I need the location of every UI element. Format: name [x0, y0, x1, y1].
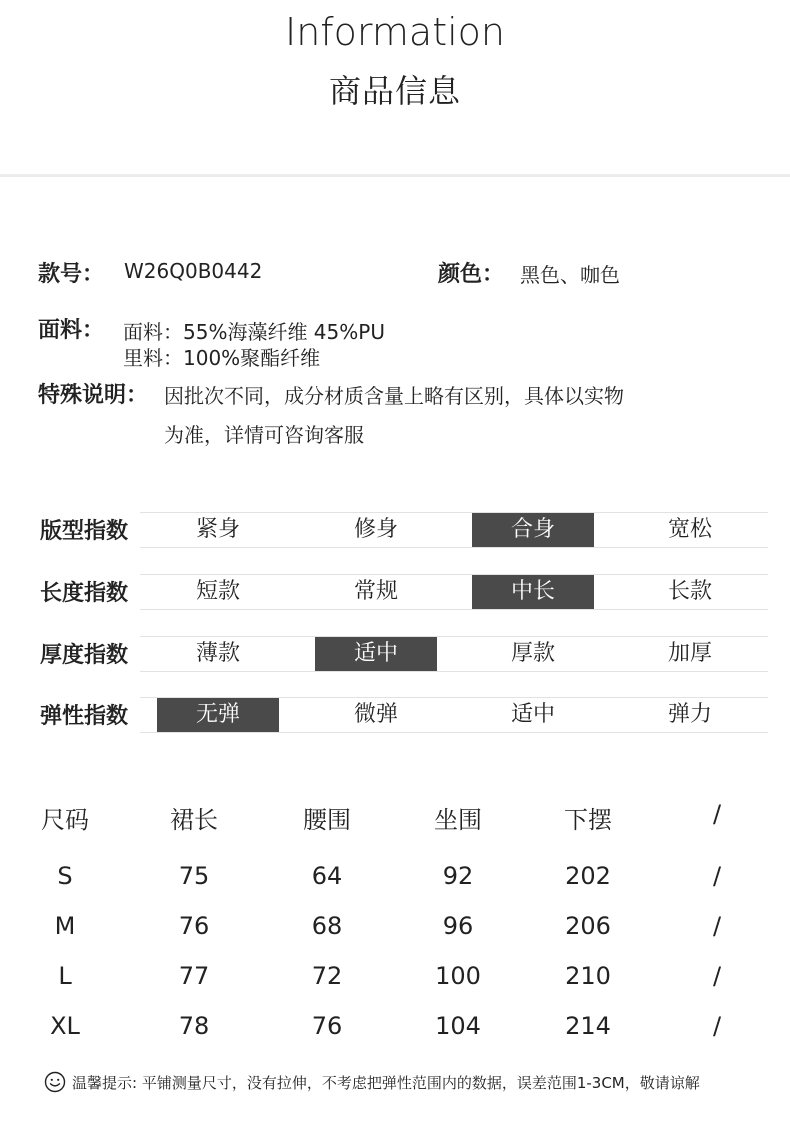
size-table-cell: 104 — [435, 1012, 481, 1040]
index-label: 长度指数 — [40, 581, 129, 606]
index-option: 微弹 — [353, 702, 398, 727]
color-value: 黑色、咖色 — [520, 263, 620, 287]
size-table-cell: 68 — [311, 912, 343, 940]
index-option: 短款 — [195, 579, 240, 604]
size-table-cell: 214 — [565, 1012, 611, 1040]
fabric-lining: 里料：100%聚酯纤维 — [123, 346, 321, 370]
size-table-cell: / — [712, 862, 722, 890]
index-label: 版型指数 — [40, 519, 129, 544]
size-table-cell: XL — [50, 1012, 80, 1040]
size-table-cell: 76 — [178, 912, 210, 940]
size-table-cell: / — [712, 1012, 722, 1040]
title-english: Information — [285, 10, 505, 54]
size-table-cell: 78 — [178, 1012, 210, 1040]
index-option: 适中 — [510, 702, 555, 727]
size-table-cell: 77 — [178, 962, 210, 990]
smiley-icon — [44, 1071, 66, 1093]
size-header-cell: 坐围 — [434, 806, 482, 834]
size-table-cell: 92 — [442, 862, 474, 890]
title-chinese: 商品信息 — [328, 72, 461, 110]
size-header-cell: 尺码 — [41, 806, 89, 834]
index-option: 紧身 — [195, 517, 240, 542]
style-no-value: W26Q0B0442 — [124, 259, 263, 283]
index-option: 厚款 — [510, 641, 555, 666]
index-option: 长款 — [667, 579, 712, 604]
size-header-cell: 下摆 — [564, 806, 612, 834]
size-table-cell: 75 — [178, 862, 210, 890]
index-option: 加厚 — [667, 641, 712, 666]
size-table-cell: 76 — [311, 1012, 343, 1040]
size-table-cell: 96 — [442, 912, 474, 940]
index-option: 修身 — [353, 517, 398, 542]
index-option-selected: 中长 — [472, 575, 594, 609]
size-table-cell: 210 — [565, 962, 611, 990]
index-option-selected: 合身 — [472, 513, 594, 547]
index-label: 厚度指数 — [40, 643, 129, 668]
index-option: 宽松 — [667, 517, 712, 542]
size-table-cell: / — [712, 912, 722, 940]
fabric-outer: 面料：55%海藻纤维 45%PU — [123, 320, 385, 344]
note-label: 特殊说明： — [38, 383, 149, 408]
size-table-cell: M — [54, 912, 76, 940]
fabric-label: 面料： — [38, 318, 105, 343]
size-table-cell: S — [57, 862, 73, 890]
index-option-selected: 适中 — [315, 637, 437, 671]
header-divider — [0, 174, 790, 177]
size-table-cell: 72 — [311, 962, 343, 990]
index-option: 弹力 — [667, 702, 712, 727]
index-label: 弹性指数 — [40, 704, 129, 729]
color-label: 颜色： — [438, 262, 505, 287]
index-option-selected: 无弹 — [157, 698, 279, 732]
size-table-cell: 202 — [565, 862, 611, 890]
index-option: 常规 — [353, 579, 398, 604]
note-line-2: 为准，详情可咨询客服 — [164, 423, 364, 447]
note-line-1: 因批次不同，成分材质含量上略有区别，具体以实物 — [164, 384, 624, 408]
size-table-cell: L — [58, 962, 72, 990]
size-header-cell: 裙长 — [170, 806, 218, 834]
tip-note — [44, 1071, 700, 1093]
size-table-cell: 64 — [311, 862, 343, 890]
size-header-cell: / — [712, 800, 722, 828]
size-table-cell: 100 — [435, 962, 481, 990]
tip-text: 温馨提示: 平铺测量尺寸，没有拉伸，不考虑把弹性范围内的数据，误差范围1-3CM，敬请谅解 — [72, 1073, 700, 1092]
style-no-label: 款号： — [38, 262, 105, 287]
size-table-cell: / — [712, 962, 722, 990]
size-table-cell: 206 — [565, 912, 611, 940]
index-option: 薄款 — [195, 641, 240, 666]
size-header-cell: 腰围 — [303, 806, 351, 834]
